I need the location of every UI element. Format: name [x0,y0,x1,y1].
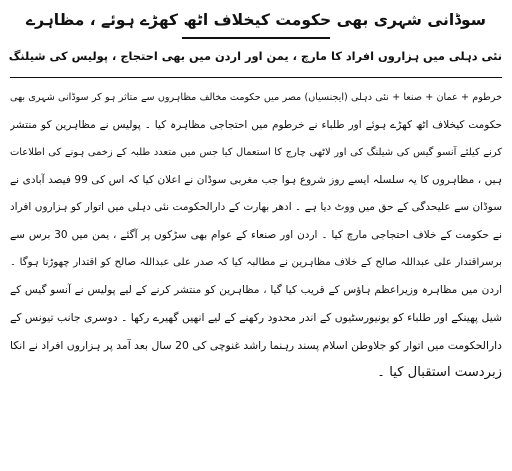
headline: سوڈانی شہری بھی حکومت کیخلاف اٹھ کھڑے ہوئے ، مظاہرے [26,11,486,29]
body-line: سوڈان سے علیحدگی کے حق میں ووٹ دیا ہے ۔ ادھر بھارت کے دارالحکومت نئی دہلی میں اتوار کو ہزاروں افراد [10,201,502,213]
body-line: دارالحکومت میں اتوار کو جلاوطن اسلام پسند رہنما راشد غنوچی کی 20 سال بعد آمد پر ہزاروں افراد نے انکا [10,338,502,352]
body-line: زبردست استقبال کیا ۔ [377,365,502,380]
body-line: اردن میں مظاہرہ وزیراعظم ہاؤس کے قریب کیا گیا ، مظاہرین کو منتشر کرنے کے لیے پولیس نے آنسو گیس کے [10,283,502,296]
body-line: ہیں ، مظاہروں کا یہ سلسلہ ایسے روز شروع ہوا جب مغربی سوڈان نے اعلان کیا کہ اس کی 99 فیصد آبادی نے [10,173,502,186]
body-line: حکومت کیخلاف اٹھ کھڑے ہوئے اور طلباء نے خرطوم میں احتجاجی مظاہرہ کیا ۔ پولیس نے مظاہرین کو منتشر [10,118,502,131]
body-line: برسراقتدار علی عبداللہ صالح کے خلاف مظاہرین نے مطالبہ کیا کہ صدر علی عبداللہ صالح کو اقتدار چھوڑنا ہوگا ۔ [10,257,502,268]
body-line: نے حکومت کے خلاف احتجاجی مارچ کیا ۔ اردن اور صنعاء کے عوام بھی سڑکوں پر آگئے ، یمن میں 30 برس سے [10,228,502,241]
body-line: خرطوم + عمان + صنعا + نئی دہلی (ایجنسیاں) مصر میں حکومت مخالف مظاہروں سے متاثر ہو کر سوڈانی شہری بھی [10,92,502,103]
subheadline: نئی دہلی میں ہزاروں افراد کا مارچ ، یمن اور اردن میں بھی احتجاج ، پولیس کی شیلنگ [8,49,502,63]
article-body [10,84,502,387]
body-line: شیل پھینکے اور طلباء کو یونیورسٹیوں کے اندر محدود رکھنے کے لیے انھیں گھیرے رکھا ۔ دوسری جانب تیونس کے [10,311,502,324]
section-rule [10,77,502,78]
body-line: کرنے کیلئے آنسو گیس کی شیلنگ کی اور لاٹھی چارج کا استعمال کیا جس میں متعدد طلبہ کے زخمی ہونے کی اطلاعات [10,147,502,158]
headline-divider [182,37,330,39]
